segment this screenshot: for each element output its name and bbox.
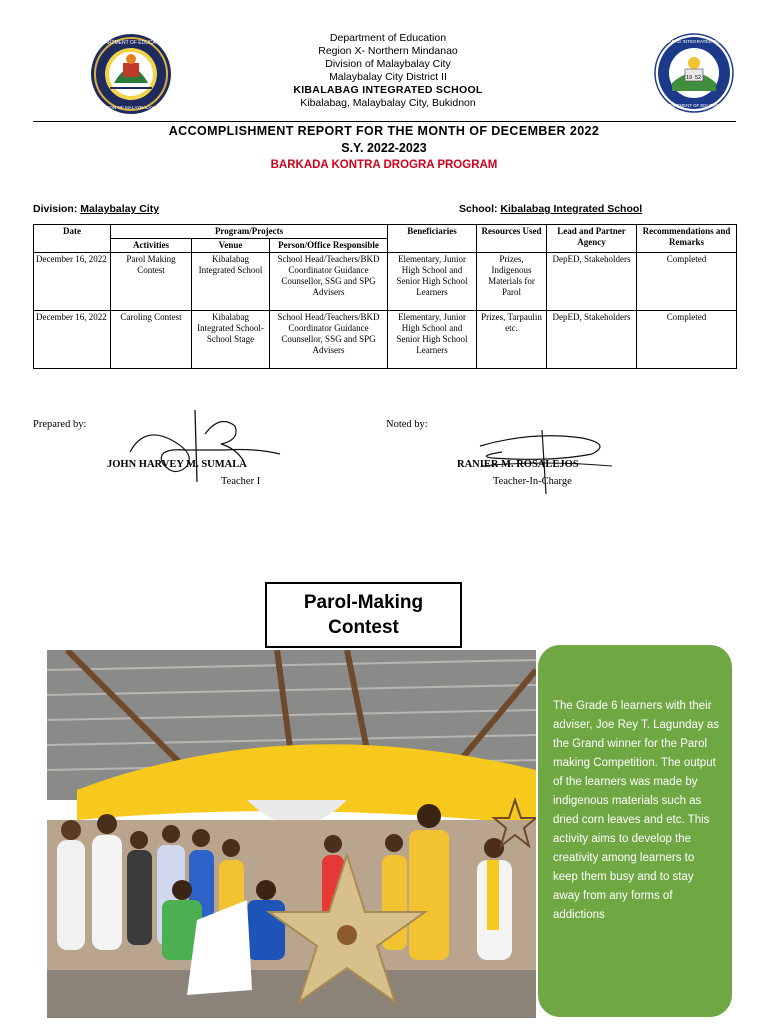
table-header-row (34, 225, 737, 239)
cell-person: School Head/Teachers/BKD Coordinator Guidance Counsellor, SSG and SPG Advisers (270, 253, 388, 311)
svg-text:19: 19 (686, 75, 693, 81)
cell-lead: DepED, Stakeholders (547, 311, 637, 369)
noted-position: Teacher-In-Charge (493, 476, 572, 487)
letterhead-district: Malaybalay City District II (329, 71, 447, 83)
cell-remarks: Completed (637, 311, 737, 369)
contest-description: The Grade 6 learners with their adviser, Joe Rey T. Lagunday as the Grand winner for the Parol making Competition. The output of the learners was made by indigenous materials such as dried corn leaves and etc. This activity aims to develop the creativity among learners to keep them busy and to stay away from any forms of addictions (553, 700, 720, 921)
prepared-by-label: Prepared by: (33, 419, 87, 430)
letterhead-region: Region X- Northern Mindanao (318, 45, 458, 57)
cell-activity: Parol Making Contest (111, 253, 192, 311)
cell-activity: Caroling Contest (111, 311, 192, 369)
letterhead-address: Kibalabag, Malaybalay City, Bukidnon (300, 97, 476, 109)
prepared-signature (125, 404, 285, 488)
letterhead-division: Division of Malaybalay City (325, 58, 451, 70)
header-recommendations: Recommendations and Remarks (637, 225, 737, 253)
svg-text:DIVISION OF MALAYBALAY CITY: DIVISION OF MALAYBALAY CITY (96, 105, 166, 110)
contest-title-box (265, 582, 462, 648)
contest-description-panel (538, 645, 732, 1017)
svg-text:DEPARTMENT OF EDUCATION: DEPARTMENT OF EDUCATION (94, 40, 168, 46)
program-title: BARKADA KONTRA DROGRA PROGRAM (270, 159, 498, 171)
division-value: Malaybalay City (80, 203, 160, 215)
cell-venue: Kibalabag Integrated School (192, 253, 270, 311)
svg-text:DEPARTMENT OF EDUCATION: DEPARTMENT OF EDUCATION (662, 103, 726, 108)
header-beneficiaries: Beneficiaries (388, 225, 477, 253)
cell-remarks: Completed (637, 253, 737, 311)
cell-resources: Prizes, Tarpaulin etc. (477, 311, 547, 369)
school-value: Kibalabag Integrated School (500, 203, 643, 215)
noted-name: RANIER M. ROSALEJOS (457, 459, 579, 470)
cell-beneficiaries: Elementary, Junior High School and Senior High School Learners (388, 253, 477, 311)
contest-photo (47, 650, 536, 1018)
school-year: S.Y. 2022-2023 (341, 141, 427, 155)
cell-date: December 16, 2022 (34, 311, 111, 369)
header-lead: Lead and Partner Agency (547, 225, 637, 253)
header-divider (33, 121, 736, 122)
table-row (34, 253, 737, 311)
svg-text:KIBALABAG INTEGRATED SCHOOL: KIBALABAG INTEGRATED SCHOOL (655, 39, 733, 44)
letterhead-school: KIBALABAG INTEGRATED SCHOOL (293, 84, 483, 96)
cell-lead: DepED, Stakeholders (547, 253, 637, 311)
letterhead-department: Department of Education (329, 32, 447, 44)
division-label: Division: (33, 203, 78, 215)
header-resources: Resources Used (477, 225, 547, 253)
school-seal (654, 33, 734, 113)
table-row (34, 311, 737, 369)
header-date: Date (34, 225, 111, 253)
cell-date: December 16, 2022 (34, 253, 111, 311)
letterhead (190, 32, 586, 110)
cell-venue: Kibalabag Integrated School-School Stage (192, 311, 270, 369)
header-program: Program/Projects (111, 225, 388, 239)
prepared-name: JOHN HARVEY M. SUMALA (107, 459, 247, 470)
header-activities: Activities (111, 239, 192, 253)
deped-division-seal (90, 33, 172, 115)
school-label: School: (459, 203, 498, 215)
accomplishment-table (33, 224, 737, 369)
division-field (33, 203, 159, 215)
cell-resources: Prizes, Indigenous Materials for Parol (477, 253, 547, 311)
header-venue: Venue (192, 239, 270, 253)
cell-beneficiaries: Elementary, Junior High School and Senior High School Learners (388, 311, 477, 369)
noted-by-label: Noted by: (386, 419, 428, 430)
report-title: ACCOMPLISHMENT REPORT FOR THE MONTH OF DECEMBER 2022 (168, 124, 600, 138)
header-person: Person/Office Responsible (270, 239, 388, 253)
cell-person: School Head/Teachers/BKD Coordinator Guidance Counsellor, SSG and SPG Advisers (270, 311, 388, 369)
contest-title-line2: Contest (328, 617, 399, 638)
contest-title-line1: Parol-Making (303, 592, 424, 613)
prepared-position: Teacher I (221, 476, 261, 487)
school-field (459, 203, 642, 215)
svg-text:52: 52 (695, 75, 702, 81)
